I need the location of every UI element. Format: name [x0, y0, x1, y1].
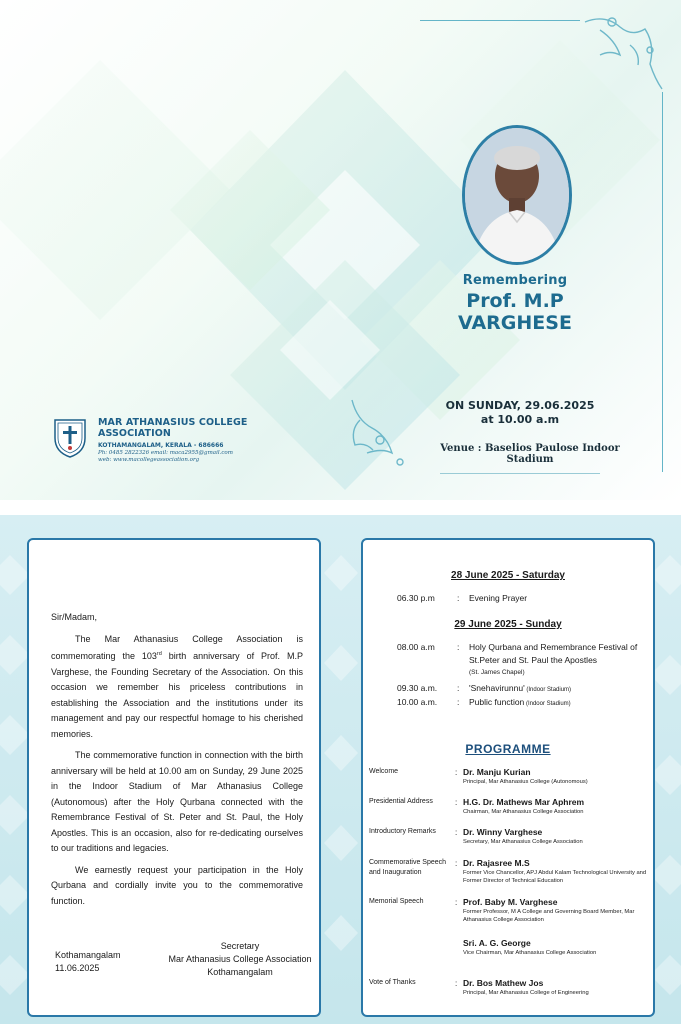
schedule-row: 09.30 a.m. : 'Snehavirunnu' (Indoor Stadium): [397, 683, 572, 693]
schedule-row: 08.00 a.m : Holy Qurbana and Remembrance Festival of St.Peter and St. Paul the Apostles (St. James Chapel): [397, 642, 638, 676]
event-datetime: [440, 399, 600, 427]
invitation-letter-panel: [27, 538, 321, 1017]
salutation: Sir/Madam,: [51, 612, 98, 622]
letter-date: 11.06.2025: [55, 963, 100, 973]
programme-row: Commemorative Speech and Inauguration : Dr. Rajasree M.S Former Vice Chancellor, APJ Abdul Kalam Technological University and Former Director of Technical Education: [369, 858, 647, 884]
association-web: web: www.macollegeassociation.org: [98, 457, 200, 463]
letter-signature: [157, 940, 323, 979]
remembrance-heading: [420, 273, 610, 334]
day-2-heading: 29 June 2025 - Sunday: [454, 619, 562, 630]
portrait-photo: [462, 125, 572, 265]
signatory-org: Mar Athanasius College Association: [168, 954, 312, 964]
remembering-label: Remembering: [462, 273, 568, 288]
programme-row: Memorial Speech : Prof. Baby M. Varghese Former Professor, M A College and Governing Board Member, Mar Athanasius College Association: [369, 897, 635, 923]
programme-row: Welcome : Dr. Manju Kurian Principal, Mar Athanasius College (Autonomous): [369, 767, 588, 785]
programme-panel: [361, 538, 655, 1017]
schedule-row: 10.00 a.m. : Public function (Indoor Stadium): [397, 697, 571, 707]
signatory-title: Secretary: [220, 941, 260, 951]
event-venue: Venue : Baselios Paulose Indoor Stadium: [440, 443, 620, 465]
event-time: at 10.00 a.m: [480, 413, 560, 426]
day-1-heading: 28 June 2025 - Saturday: [451, 570, 565, 581]
association-logo: [52, 417, 88, 459]
association-block: [52, 417, 322, 463]
programme-row: Introductory Remarks : Dr. Winny Varghese Secretary, Mar Athanasius College Association: [369, 827, 583, 845]
invitation-inner-spread: [0, 515, 681, 1024]
schedule-row: 06.30 p.m : Evening Prayer: [397, 593, 528, 603]
letter-paragraph-2: The commemorative function in connection with the birth anniversary will be held at 10.00 am on Sunday, 29 June 2025 in the Indoor Stadium of Mar Athanasius College (Autonomous) after the Holy Qurbana connected with the Remembrance Festival of St. Peter and St. Paul, the Holy Apostles. This is an occasion, also for re-dedicating ourselves to our traditions and legacies.: [51, 750, 303, 853]
signatory-place: Kothamangalam: [207, 967, 273, 977]
association-place: KOTHAMANGALAM, KERALA - 686666: [98, 442, 224, 449]
programme-heading: PROGRAMME: [465, 742, 551, 756]
honoree-name: Prof. M.P VARGHESE: [458, 290, 572, 334]
letter-place: Kothamangalam: [55, 950, 121, 960]
bottom-rule: [440, 473, 600, 474]
invitation-cover: [0, 0, 681, 500]
programme-row: Presidential Address : H.G. Dr. Mathews Mar Aphrem Chairman, Mar Athanasius College Association: [369, 797, 585, 815]
letter-paragraph-3: We earnestly request your participation in the Holy Qurbana and cordially invite you to the commemorative function.: [51, 864, 303, 906]
programme-row: Sri. A. G. George Vice Chairman, Mar Athanasius College Association: [463, 938, 597, 956]
right-rule: [662, 92, 663, 472]
association-name: MAR ATHANASIUS COLLEGE ASSOCIATION: [98, 417, 248, 439]
programme-row: Vote of Thanks : Dr. Bos Mathew Jos Principal, Mar Athanasius College of Engineering: [369, 978, 589, 996]
top-rule: [420, 20, 580, 21]
letter-place-date: [55, 949, 121, 975]
letter-paragraph-1: The Mar Athanasius College Association is commemorating the 103rd birth anniversary of Prof. M.P Varghese, the Founding Secretary of the Association. On this occasion we remember his priceless contributions in establishing the Association and the institutions under its management and pay our respectful homage to his cherished memories.: [51, 633, 303, 739]
event-date: ON SUNDAY, 29.06.2025: [445, 399, 595, 412]
association-contact: Ph: 0485 2822326 email: maca2955@gmail.com: [98, 450, 233, 456]
invitation-letter: [51, 610, 303, 909]
